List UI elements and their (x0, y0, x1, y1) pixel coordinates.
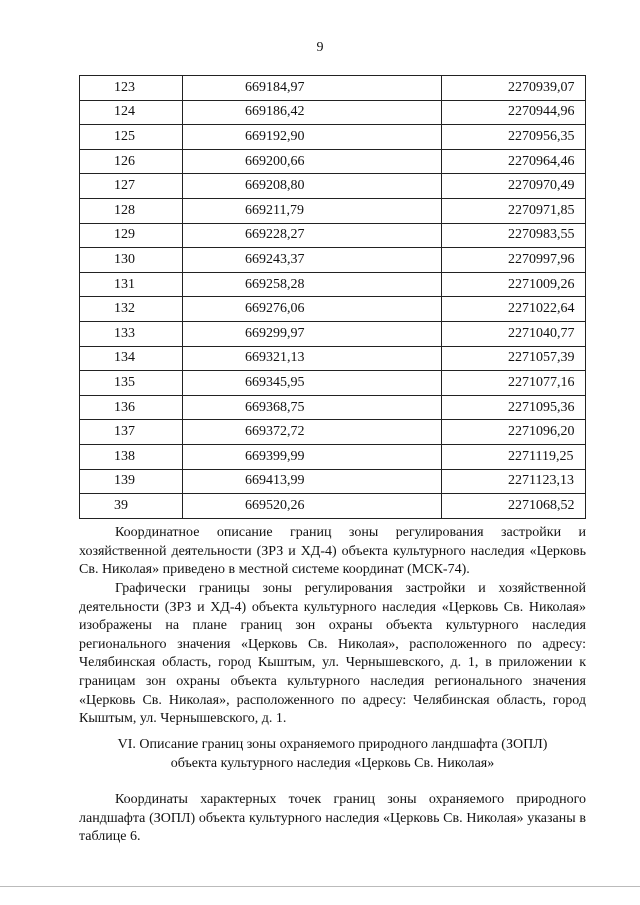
point-number-cell: 123 (80, 76, 183, 101)
table-row (80, 149, 586, 174)
x-coordinate-cell: 669345,95 (183, 371, 442, 396)
x-coordinate-cell: 669243,37 (183, 248, 442, 273)
x-coordinate-cell: 669258,28 (183, 272, 442, 297)
x-coordinate-cell: 669211,79 (183, 198, 442, 223)
point-number-cell: 124 (80, 100, 183, 125)
paragraph-coordinate-description (79, 524, 586, 580)
table-row (80, 420, 586, 445)
coordinates-table-body (80, 76, 586, 519)
y-coordinate-cell: 2270956,35 (442, 125, 586, 150)
y-coordinate-cell: 2270939,07 (442, 76, 586, 101)
table-row (80, 125, 586, 150)
table-row (80, 321, 586, 346)
section-title-line-2: объекта культурного наследия «Церковь Св. Николая» (170, 755, 495, 771)
section-title-line-1: VI. Описание границ зоны охраняемого природного ландшафта (ЗОПЛ) (117, 737, 548, 752)
table-row (80, 444, 586, 469)
paragraph-text: Графически границы зоны регулирования застройки и хозяйственной деятельности (ЗРЗ и ХД-4) объекта культурного наследия «Церковь Св. Николая» изображены на плане границ зон охраны объекта культурного наследия регионального значения «Церковь Св. Николая», расположенного по адресу: Челябинская область, город Кыштым, ул. Чернышевского, д. 1, в приложении к границам зон охраны объекта культурного наследия регионального значения «Церковь Св. Николая», расположенного по адресу: Челябинская область, город Кыштым, ул. Чернышевского, д. 1. (79, 581, 586, 727)
point-number-cell: 39 (80, 494, 183, 519)
point-number-cell: 131 (80, 272, 183, 297)
paragraph-text: Координатное описание границ зоны регулирования застройки и хозяйственной деятельности (ЗРЗ и ХД-4) объекта культурного наследия «Церковь Св. Николая» приведено в местной системе координат (МСК-74). (79, 525, 586, 578)
paragraph-text: Координаты характерных точек границ зоны охраняемого природного ландшафта (ЗОПЛ) объекта культурного наследия «Церковь Св. Николая» указаны в таблице 6. (79, 792, 586, 845)
y-coordinate-cell: 2271057,39 (442, 346, 586, 371)
y-coordinate-cell: 2271040,77 (442, 321, 586, 346)
y-coordinate-cell: 2270971,85 (442, 198, 586, 223)
y-coordinate-cell: 2270944,96 (442, 100, 586, 125)
point-number-cell: 135 (80, 371, 183, 396)
x-coordinate-cell: 669299,97 (183, 321, 442, 346)
y-coordinate-cell: 2270970,49 (442, 174, 586, 199)
y-coordinate-cell: 2271009,26 (442, 272, 586, 297)
x-coordinate-cell: 669368,75 (183, 395, 442, 420)
point-number-cell: 133 (80, 321, 183, 346)
x-coordinate-cell: 669192,90 (183, 125, 442, 150)
point-number-cell: 128 (80, 198, 183, 223)
y-coordinate-cell: 2270983,55 (442, 223, 586, 248)
point-number-cell: 126 (80, 149, 183, 174)
table-row (80, 469, 586, 494)
paragraph-graphic-boundaries (79, 580, 586, 729)
table-row (80, 76, 586, 101)
paragraph-table-reference (79, 791, 586, 847)
table-row (80, 198, 586, 223)
x-coordinate-cell: 669186,42 (183, 100, 442, 125)
point-number-cell: 136 (80, 395, 183, 420)
table-row (80, 223, 586, 248)
x-coordinate-cell: 669208,80 (183, 174, 442, 199)
point-number-cell: 134 (80, 346, 183, 371)
table-row (80, 100, 586, 125)
x-coordinate-cell: 669372,72 (183, 420, 442, 445)
table-row (80, 494, 586, 519)
point-number-cell: 127 (80, 174, 183, 199)
y-coordinate-cell: 2271119,25 (442, 444, 586, 469)
x-coordinate-cell: 669276,06 (183, 297, 442, 322)
y-coordinate-cell: 2271068,52 (442, 494, 586, 519)
point-number-cell: 138 (80, 444, 183, 469)
y-coordinate-cell: 2270997,96 (442, 248, 586, 273)
y-coordinate-cell: 2271022,64 (442, 297, 586, 322)
section-title (79, 736, 586, 773)
x-coordinate-cell: 669200,66 (183, 149, 442, 174)
y-coordinate-cell: 2271077,16 (442, 371, 586, 396)
y-coordinate-cell: 2271096,20 (442, 420, 586, 445)
point-number-cell: 130 (80, 248, 183, 273)
x-coordinate-cell: 669413,99 (183, 469, 442, 494)
table-row (80, 346, 586, 371)
point-number-cell: 137 (80, 420, 183, 445)
x-coordinate-cell: 669321,13 (183, 346, 442, 371)
table-row (80, 395, 586, 420)
point-number-cell: 125 (80, 125, 183, 150)
y-coordinate-cell: 2271123,13 (442, 469, 586, 494)
table-row (80, 174, 586, 199)
point-number-cell: 139 (80, 469, 183, 494)
x-coordinate-cell: 669228,27 (183, 223, 442, 248)
table-row (80, 297, 586, 322)
table-row (80, 371, 586, 396)
y-coordinate-cell: 2270964,46 (442, 149, 586, 174)
table-row (80, 272, 586, 297)
x-coordinate-cell: 669520,26 (183, 494, 442, 519)
table-row (80, 248, 586, 273)
point-number-cell: 132 (80, 297, 183, 322)
x-coordinate-cell: 669399,99 (183, 444, 442, 469)
y-coordinate-cell: 2271095,36 (442, 395, 586, 420)
page-number: 9 (316, 40, 324, 55)
coordinates-table (79, 75, 586, 519)
x-coordinate-cell: 669184,97 (183, 76, 442, 101)
bottom-divider (0, 886, 640, 887)
point-number-cell: 129 (80, 223, 183, 248)
